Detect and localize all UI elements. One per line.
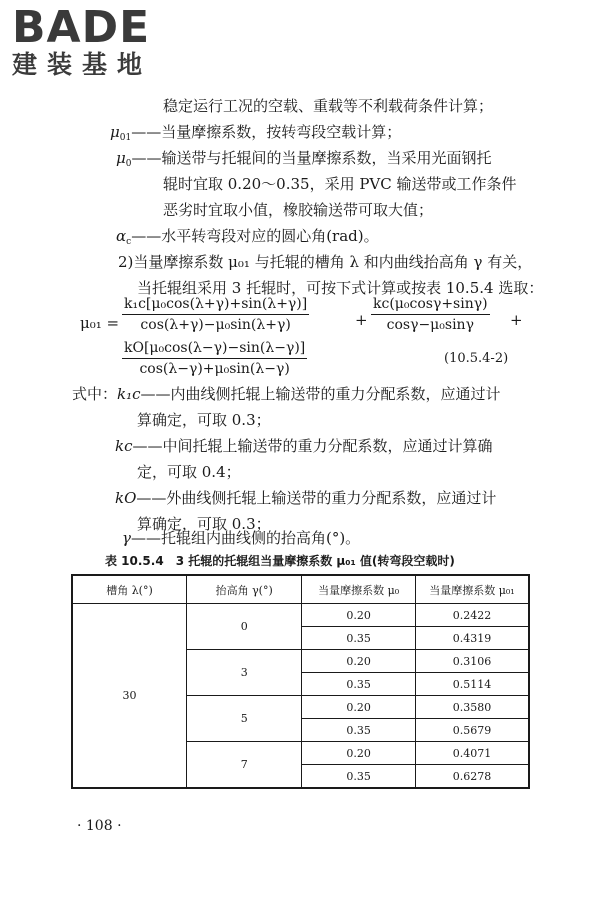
mu0-text-1: ——输送带与托辊间的当量摩擦系数，当采用光面钢托 (131, 149, 492, 167)
gamma-text: ——托辊组内曲线侧的抬高角(°)。 (130, 529, 361, 547)
mu01-cell: 0.3580 (415, 696, 529, 719)
alpha-symbol: $\alpha_c$ (116, 227, 132, 247)
formula-fraction-1 (122, 296, 309, 333)
formula-fraction-3-denominator: cos(λ−γ)+μ₀sin(λ−γ) (139, 361, 290, 377)
ko-text-1: ——外曲线侧托辊上输送带的重力分配系数，应通过计 (136, 489, 497, 507)
kc-text-2: 定，可取 0.4； (137, 463, 241, 481)
item-2-line-1: 2)当量摩擦系数 μ₀₁ 与托辊的槽角 λ 和内曲线抬高角 γ 有关， (118, 253, 533, 271)
table-row (72, 604, 529, 627)
logo-subtitle: 建装基地 (12, 50, 153, 79)
ko-symbol: kO (115, 489, 137, 507)
mu0-cell: 0.35 (302, 673, 415, 696)
mu01-cell: 0.4071 (415, 742, 529, 765)
kc-text-1: ——中间托辊上输送带的重力分配系数，应通过计算确 (132, 437, 493, 455)
k1c-text-1: ——内曲线侧托辊上输送带的重力分配系数，应通过计 (140, 385, 501, 403)
mu01-definition (110, 122, 401, 148)
lift-angle-cell: 0 (186, 604, 301, 650)
definition-ko (115, 488, 496, 508)
mu0-text-2: 辊时宜取 0.20～0.35，采用 PVC 输送带或工作条件 (163, 175, 517, 193)
definition-k1c (72, 384, 501, 404)
logo-wordmark-text: BADE (12, 2, 151, 53)
k1c-text-2: 算确定，可取 0.3； (137, 411, 271, 429)
trough-angle-cell: 30 (72, 604, 186, 789)
mu01-cell: 0.6278 (415, 765, 529, 789)
table-caption: 表 10.5.4 3 托辊的托辊组当量摩擦系数 μ₀₁ 值(转弯段空载时) (105, 554, 455, 568)
ko-text-2: 算确定，可取 0.3； (137, 515, 271, 533)
lift-angle-cell: 3 (186, 650, 301, 696)
lift-angle-cell: 7 (186, 742, 301, 789)
definition-gamma (122, 528, 360, 548)
mu0-symbol: $\mu_0$ (116, 149, 132, 169)
mu0-cell: 0.35 (302, 627, 415, 650)
formula-fraction-1-denominator: cos(λ+γ)−μ₀sin(λ+γ) (140, 317, 291, 333)
formula-fraction-2 (371, 296, 490, 333)
definition-kc (115, 436, 493, 456)
mu0-cell: 0.20 (302, 604, 415, 627)
formula-plus-1: + (355, 311, 368, 329)
page-number: · 108 · (77, 818, 122, 834)
mu0-cell: 0.20 (302, 650, 415, 673)
header-mu01: 当量摩擦系数 μ₀₁ (415, 575, 529, 604)
kc-symbol: kc (115, 437, 133, 455)
bade-logo (12, 2, 177, 80)
logo-wordmark (12, 2, 177, 53)
formula-lhs: μ₀₁ = (80, 314, 120, 332)
mu0-definition (116, 148, 492, 174)
alpha-text: ——水平转弯段对应的圆心角(rad)。 (131, 227, 379, 245)
mu01-cell: 0.5114 (415, 673, 529, 696)
mu01-text: ——当量摩擦系数，按转弯段空载计算； (131, 123, 402, 141)
lift-angle-cell: 5 (186, 696, 301, 742)
mu0-cell: 0.20 (302, 696, 415, 719)
mu01-cell: 0.5679 (415, 719, 529, 742)
formula-fraction-2-denominator: cosγ−μ₀sinγ (386, 317, 474, 333)
mu01-symbol: $\mu_{01}$ (110, 123, 132, 143)
formula-fraction-3-numerator: kO[μ₀cos(λ−γ)−sin(λ−γ)] (122, 340, 307, 359)
k1c-symbol: k₁c (117, 385, 141, 403)
formula-fraction-3 (122, 340, 307, 377)
mu0-cell: 0.35 (302, 719, 415, 742)
header-mu0: 当量摩擦系数 μ₀ (302, 575, 415, 604)
formula-fraction-1-numerator: k₁c[μ₀cos(λ+γ)+sin(λ+γ)] (122, 296, 309, 315)
mu01-cell: 0.4319 (415, 627, 529, 650)
mu01-cell: 0.3106 (415, 650, 529, 673)
formula-number: (10.5.4-2) (444, 351, 509, 366)
mu0-cell: 0.20 (302, 742, 415, 765)
mu0-text-3: 恶劣时宜取小值，橡胶输送带可取大值； (163, 201, 434, 219)
table-header-row (72, 575, 529, 604)
mu01-cell: 0.2422 (415, 604, 529, 627)
text-line-load-conditions: 稳定运行工况的空载、重载等不利载荷条件计算； (163, 97, 494, 115)
formula-fraction-2-numerator: kc(μ₀cosγ+sinγ) (371, 296, 490, 315)
alpha-definition (116, 226, 379, 252)
gamma-symbol: γ (122, 529, 131, 547)
header-lift-angle: 抬高角 γ(°) (186, 575, 301, 604)
friction-coefficient-table (71, 574, 530, 789)
definition-prefix: 式中： (72, 385, 118, 403)
mu0-cell: 0.35 (302, 765, 415, 789)
header-trough-angle: 槽角 λ(°) (72, 575, 186, 604)
formula-plus-2: + (510, 311, 523, 329)
item-2-line-2: 当托辊组采用 3 托辊时，可按下式计算或按表 10.5.4 选取： (137, 279, 544, 297)
